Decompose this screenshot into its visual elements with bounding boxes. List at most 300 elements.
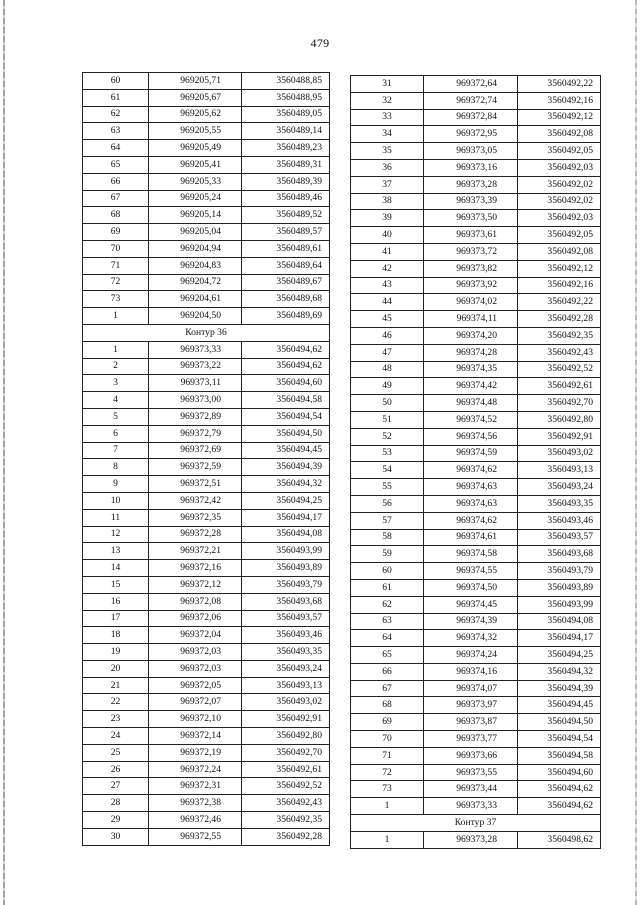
x-coordinate-cell: 969373,16 — [424, 159, 518, 176]
x-coordinate-cell: 969372,28 — [149, 526, 242, 543]
x-coordinate-cell: 969374,20 — [424, 327, 518, 344]
coordinate-row — [83, 408, 330, 425]
point-number-cell: 52 — [351, 428, 424, 445]
point-number-cell: 42 — [351, 260, 424, 277]
y-coordinate-cell: 3560492,43 — [518, 344, 601, 361]
point-number-cell: 47 — [351, 344, 424, 361]
y-coordinate-cell: 3560494,60 — [242, 375, 330, 392]
point-number-cell: 8 — [83, 459, 149, 476]
coordinate-row — [83, 89, 330, 106]
point-number-cell: 66 — [83, 173, 149, 190]
y-coordinate-cell: 3560489,64 — [242, 257, 330, 274]
coordinate-row — [351, 277, 601, 294]
x-coordinate-cell: 969205,67 — [149, 89, 242, 106]
y-coordinate-cell: 3560492,80 — [518, 411, 601, 428]
x-coordinate-cell: 969373,33 — [424, 798, 518, 815]
contour-label: Контур 36 — [83, 324, 330, 341]
y-coordinate-cell: 3560492,22 — [518, 294, 601, 311]
point-number-cell: 65 — [83, 156, 149, 173]
x-coordinate-cell: 969373,55 — [424, 764, 518, 781]
point-number-cell: 37 — [351, 176, 424, 193]
x-coordinate-cell: 969373,00 — [149, 392, 242, 409]
point-number-cell: 18 — [83, 627, 149, 644]
point-number-cell: 22 — [83, 694, 149, 711]
coordinate-row — [83, 744, 330, 761]
y-coordinate-cell: 3560489,46 — [242, 190, 330, 207]
point-number-cell: 1 — [351, 831, 424, 848]
x-coordinate-cell: 969205,33 — [149, 173, 242, 190]
x-coordinate-cell: 969374,62 — [424, 462, 518, 479]
x-coordinate-cell: 969372,16 — [149, 560, 242, 577]
point-number-cell: 73 — [351, 781, 424, 798]
x-coordinate-cell: 969372,08 — [149, 593, 242, 610]
contour-label: Контур 37 — [351, 815, 601, 832]
x-coordinate-cell: 969373,28 — [424, 176, 518, 193]
x-coordinate-cell: 969372,24 — [149, 761, 242, 778]
coordinate-row — [83, 660, 330, 677]
y-coordinate-cell: 3560492,22 — [518, 76, 601, 93]
x-coordinate-cell: 969374,58 — [424, 546, 518, 563]
coordinate-row — [351, 596, 601, 613]
coordinates-table-left-body — [83, 73, 330, 846]
coordinate-row — [83, 593, 330, 610]
point-number-cell: 30 — [83, 828, 149, 845]
y-coordinate-cell: 3560494,58 — [518, 747, 601, 764]
y-coordinate-cell: 3560493,24 — [242, 660, 330, 677]
x-coordinate-cell: 969372,31 — [149, 778, 242, 795]
page-number: 479 — [310, 36, 330, 50]
coordinate-row — [83, 509, 330, 526]
y-coordinate-cell: 3560489,69 — [242, 308, 330, 325]
point-number-cell: 63 — [83, 123, 149, 140]
y-coordinate-cell: 3560489,39 — [242, 173, 330, 190]
x-coordinate-cell: 969374,32 — [424, 630, 518, 647]
y-coordinate-cell: 3560489,68 — [242, 291, 330, 308]
y-coordinate-cell: 3560493,89 — [242, 560, 330, 577]
point-number-cell: 60 — [351, 563, 424, 580]
coordinate-row — [83, 224, 330, 241]
x-coordinate-cell: 969372,07 — [149, 694, 242, 711]
point-number-cell: 51 — [351, 411, 424, 428]
x-coordinate-cell: 969373,50 — [424, 210, 518, 227]
y-coordinate-cell: 3560494,54 — [518, 731, 601, 748]
coordinate-row — [351, 781, 601, 798]
point-number-cell: 3 — [83, 375, 149, 392]
y-coordinate-cell: 3560492,52 — [518, 361, 601, 378]
coordinate-row — [351, 462, 601, 479]
x-coordinate-cell: 969374,02 — [424, 294, 518, 311]
x-coordinate-cell: 969372,51 — [149, 476, 242, 493]
coordinate-row — [83, 442, 330, 459]
y-coordinate-cell: 3560493,35 — [242, 644, 330, 661]
point-number-cell: 56 — [351, 495, 424, 512]
coordinate-row — [83, 677, 330, 694]
y-coordinate-cell: 3560493,99 — [242, 543, 330, 560]
point-number-cell: 70 — [351, 731, 424, 748]
contour-header-row — [351, 815, 601, 832]
scan-edge-left — [3, 0, 5, 905]
coordinate-row — [83, 492, 330, 509]
point-number-cell: 44 — [351, 294, 424, 311]
x-coordinate-cell: 969205,14 — [149, 207, 242, 224]
y-coordinate-cell: 3560492,35 — [518, 327, 601, 344]
coordinate-row — [351, 109, 601, 126]
x-coordinate-cell: 969205,41 — [149, 156, 242, 173]
y-coordinate-cell: 3560494,62 — [242, 341, 330, 358]
point-number-cell: 48 — [351, 361, 424, 378]
x-coordinate-cell: 969372,04 — [149, 627, 242, 644]
coordinate-row — [83, 610, 330, 627]
y-coordinate-cell: 3560494,62 — [518, 781, 601, 798]
y-coordinate-cell: 3560494,45 — [242, 442, 330, 459]
y-coordinate-cell: 3560492,70 — [518, 395, 601, 412]
coordinate-row — [351, 563, 601, 580]
point-number-cell: 67 — [351, 680, 424, 697]
x-coordinate-cell: 969372,03 — [149, 660, 242, 677]
point-number-cell: 14 — [83, 560, 149, 577]
x-coordinate-cell: 969204,94 — [149, 240, 242, 257]
coordinate-row — [351, 126, 601, 143]
y-coordinate-cell: 3560493,13 — [242, 677, 330, 694]
coordinate-row — [83, 728, 330, 745]
coordinate-row — [351, 529, 601, 546]
y-coordinate-cell: 3560494,08 — [518, 613, 601, 630]
point-number-cell: 60 — [83, 73, 149, 90]
y-coordinate-cell: 3560493,89 — [518, 579, 601, 596]
coordinate-row — [351, 210, 601, 227]
point-number-cell: 70 — [83, 240, 149, 257]
coordinate-row — [351, 143, 601, 160]
point-number-cell: 69 — [351, 714, 424, 731]
y-coordinate-cell: 3560492,08 — [518, 243, 601, 260]
scan-edge-right — [635, 0, 637, 905]
coordinate-row — [351, 512, 601, 529]
x-coordinate-cell: 969205,04 — [149, 224, 242, 241]
point-number-cell: 64 — [351, 630, 424, 647]
y-coordinate-cell: 3560493,79 — [242, 576, 330, 593]
point-number-cell: 71 — [351, 747, 424, 764]
x-coordinate-cell: 969373,44 — [424, 781, 518, 798]
x-coordinate-cell: 969372,05 — [149, 677, 242, 694]
y-coordinate-cell: 3560489,61 — [242, 240, 330, 257]
coordinate-row — [83, 308, 330, 325]
y-coordinate-cell: 3560488,85 — [242, 73, 330, 90]
point-number-cell: 23 — [83, 711, 149, 728]
coordinate-row — [351, 714, 601, 731]
x-coordinate-cell: 969373,61 — [424, 227, 518, 244]
x-coordinate-cell: 969204,61 — [149, 291, 242, 308]
x-coordinate-cell: 969373,87 — [424, 714, 518, 731]
y-coordinate-cell: 3560494,39 — [518, 680, 601, 697]
x-coordinate-cell: 969372,95 — [424, 126, 518, 143]
y-coordinate-cell: 3560492,28 — [518, 311, 601, 328]
y-coordinate-cell: 3560494,32 — [242, 476, 330, 493]
coordinate-row — [351, 831, 601, 848]
coordinate-row — [351, 311, 601, 328]
y-coordinate-cell: 3560492,05 — [518, 227, 601, 244]
point-number-cell: 35 — [351, 143, 424, 160]
x-coordinate-cell: 969373,72 — [424, 243, 518, 260]
y-coordinate-cell: 3560489,23 — [242, 140, 330, 157]
point-number-cell: 64 — [83, 140, 149, 157]
x-coordinate-cell: 969372,06 — [149, 610, 242, 627]
x-coordinate-cell: 969373,28 — [424, 831, 518, 848]
x-coordinate-cell: 969205,49 — [149, 140, 242, 157]
y-coordinate-cell: 3560492,02 — [518, 176, 601, 193]
point-number-cell: 1 — [83, 341, 149, 358]
y-coordinate-cell: 3560492,80 — [242, 728, 330, 745]
coordinate-row — [351, 630, 601, 647]
coordinate-row — [83, 123, 330, 140]
point-number-cell: 33 — [351, 109, 424, 126]
coordinate-row — [83, 358, 330, 375]
x-coordinate-cell: 969374,07 — [424, 680, 518, 697]
point-number-cell: 49 — [351, 378, 424, 395]
coordinate-row — [351, 495, 601, 512]
coordinate-row — [83, 73, 330, 90]
point-number-cell: 29 — [83, 812, 149, 829]
x-coordinate-cell: 969372,21 — [149, 543, 242, 560]
coordinate-row — [351, 294, 601, 311]
y-coordinate-cell: 3560493,46 — [242, 627, 330, 644]
point-number-cell: 11 — [83, 509, 149, 526]
x-coordinate-cell: 969373,66 — [424, 747, 518, 764]
x-coordinate-cell: 969374,59 — [424, 445, 518, 462]
coordinate-row — [83, 190, 330, 207]
x-coordinate-cell: 969372,35 — [149, 509, 242, 526]
coordinate-row — [351, 445, 601, 462]
coordinate-row — [83, 257, 330, 274]
point-number-cell: 43 — [351, 277, 424, 294]
coordinate-row — [83, 274, 330, 291]
point-number-cell: 20 — [83, 660, 149, 677]
x-coordinate-cell: 969373,39 — [424, 193, 518, 210]
coordinate-row — [351, 76, 601, 93]
point-number-cell: 63 — [351, 613, 424, 630]
x-coordinate-cell: 969372,42 — [149, 492, 242, 509]
point-number-cell: 17 — [83, 610, 149, 627]
y-coordinate-cell: 3560494,58 — [242, 392, 330, 409]
coordinate-row — [351, 260, 601, 277]
point-number-cell: 19 — [83, 644, 149, 661]
y-coordinate-cell: 3560494,62 — [518, 798, 601, 815]
coordinate-row — [83, 459, 330, 476]
coordinate-row — [351, 344, 601, 361]
point-number-cell: 21 — [83, 677, 149, 694]
y-coordinate-cell: 3560492,08 — [518, 126, 601, 143]
point-number-cell: 55 — [351, 479, 424, 496]
y-coordinate-cell: 3560489,67 — [242, 274, 330, 291]
y-coordinate-cell: 3560489,52 — [242, 207, 330, 224]
x-coordinate-cell: 969205,55 — [149, 123, 242, 140]
coordinate-row — [83, 812, 330, 829]
coordinate-row — [83, 140, 330, 157]
point-number-cell: 5 — [83, 408, 149, 425]
y-coordinate-cell: 3560489,05 — [242, 106, 330, 123]
coordinate-row — [351, 479, 601, 496]
coordinates-table-right-body — [351, 76, 601, 849]
x-coordinate-cell: 969374,61 — [424, 529, 518, 546]
point-number-cell: 28 — [83, 795, 149, 812]
x-coordinate-cell: 969204,50 — [149, 308, 242, 325]
coordinate-row — [351, 579, 601, 596]
x-coordinate-cell: 969373,97 — [424, 697, 518, 714]
point-number-cell: 26 — [83, 761, 149, 778]
x-coordinate-cell: 969373,05 — [424, 143, 518, 160]
coordinate-row — [83, 576, 330, 593]
y-coordinate-cell: 3560493,02 — [242, 694, 330, 711]
y-coordinate-cell: 3560492,16 — [518, 92, 601, 109]
point-number-cell: 1 — [351, 798, 424, 815]
y-coordinate-cell: 3560493,68 — [518, 546, 601, 563]
x-coordinate-cell: 969372,38 — [149, 795, 242, 812]
x-coordinate-cell: 969204,72 — [149, 274, 242, 291]
y-coordinate-cell: 3560494,08 — [242, 526, 330, 543]
point-number-cell: 57 — [351, 512, 424, 529]
x-coordinate-cell: 969374,42 — [424, 378, 518, 395]
x-coordinate-cell: 969373,77 — [424, 731, 518, 748]
y-coordinate-cell: 3560494,25 — [518, 647, 601, 664]
point-number-cell: 71 — [83, 257, 149, 274]
x-coordinate-cell: 969372,19 — [149, 744, 242, 761]
coordinate-row — [351, 159, 601, 176]
coordinate-row — [351, 663, 601, 680]
coordinate-row — [351, 613, 601, 630]
coordinate-row — [83, 711, 330, 728]
point-number-cell: 9 — [83, 476, 149, 493]
y-coordinate-cell: 3560493,02 — [518, 445, 601, 462]
point-number-cell: 72 — [351, 764, 424, 781]
x-coordinate-cell: 969372,79 — [149, 425, 242, 442]
y-coordinate-cell: 3560494,60 — [518, 764, 601, 781]
point-number-cell: 46 — [351, 327, 424, 344]
point-number-cell: 31 — [351, 76, 424, 93]
point-number-cell: 40 — [351, 227, 424, 244]
y-coordinate-cell: 3560492,03 — [518, 159, 601, 176]
y-coordinate-cell: 3560493,13 — [518, 462, 601, 479]
y-coordinate-cell: 3560494,50 — [242, 425, 330, 442]
y-coordinate-cell: 3560493,24 — [518, 479, 601, 496]
point-number-cell: 24 — [83, 728, 149, 745]
point-number-cell: 15 — [83, 576, 149, 593]
point-number-cell: 54 — [351, 462, 424, 479]
y-coordinate-cell: 3560492,05 — [518, 143, 601, 160]
y-coordinate-cell: 3560492,43 — [242, 795, 330, 812]
coordinate-row — [351, 361, 601, 378]
coordinate-row — [83, 375, 330, 392]
x-coordinate-cell: 969372,59 — [149, 459, 242, 476]
x-coordinate-cell: 969374,24 — [424, 647, 518, 664]
point-number-cell: 66 — [351, 663, 424, 680]
point-number-cell: 39 — [351, 210, 424, 227]
point-number-cell: 45 — [351, 311, 424, 328]
point-number-cell: 2 — [83, 358, 149, 375]
y-coordinate-cell: 3560494,45 — [518, 697, 601, 714]
point-number-cell: 61 — [83, 89, 149, 106]
coordinate-row — [83, 761, 330, 778]
x-coordinate-cell: 969374,55 — [424, 563, 518, 580]
x-coordinate-cell: 969372,14 — [149, 728, 242, 745]
coordinate-row — [83, 627, 330, 644]
y-coordinate-cell: 3560494,25 — [242, 492, 330, 509]
coordinate-row — [83, 828, 330, 845]
coordinate-row — [83, 425, 330, 442]
y-coordinate-cell: 3560493,79 — [518, 563, 601, 580]
coordinate-row — [351, 243, 601, 260]
coordinate-row — [351, 747, 601, 764]
y-coordinate-cell: 3560494,39 — [242, 459, 330, 476]
x-coordinate-cell: 969374,39 — [424, 613, 518, 630]
x-coordinate-cell: 969374,62 — [424, 512, 518, 529]
y-coordinate-cell: 3560498,62 — [518, 831, 601, 848]
y-coordinate-cell: 3560492,03 — [518, 210, 601, 227]
point-number-cell: 59 — [351, 546, 424, 563]
coordinate-row — [83, 526, 330, 543]
x-coordinate-cell: 969374,16 — [424, 663, 518, 680]
coordinate-row — [351, 798, 601, 815]
point-number-cell: 12 — [83, 526, 149, 543]
coordinate-row — [83, 476, 330, 493]
x-coordinate-cell: 969373,92 — [424, 277, 518, 294]
x-coordinate-cell: 969204,83 — [149, 257, 242, 274]
y-coordinate-cell: 3560492,16 — [518, 277, 601, 294]
x-coordinate-cell: 969373,22 — [149, 358, 242, 375]
y-coordinate-cell: 3560493,68 — [242, 593, 330, 610]
x-coordinate-cell: 969374,50 — [424, 579, 518, 596]
point-number-cell: 50 — [351, 395, 424, 412]
y-coordinate-cell: 3560492,28 — [242, 828, 330, 845]
y-coordinate-cell: 3560494,54 — [242, 408, 330, 425]
x-coordinate-cell: 969205,24 — [149, 190, 242, 207]
point-number-cell: 72 — [83, 274, 149, 291]
point-number-cell: 68 — [83, 207, 149, 224]
y-coordinate-cell: 3560494,32 — [518, 663, 601, 680]
y-coordinate-cell: 3560492,12 — [518, 260, 601, 277]
coordinate-row — [83, 156, 330, 173]
point-number-cell: 13 — [83, 543, 149, 560]
y-coordinate-cell: 3560492,91 — [242, 711, 330, 728]
coordinate-row — [83, 778, 330, 795]
coordinate-row — [351, 395, 601, 412]
coordinate-row — [83, 795, 330, 812]
y-coordinate-cell: 3560492,52 — [242, 778, 330, 795]
point-number-cell: 38 — [351, 193, 424, 210]
x-coordinate-cell: 969374,63 — [424, 495, 518, 512]
point-number-cell: 61 — [351, 579, 424, 596]
point-number-cell: 16 — [83, 593, 149, 610]
y-coordinate-cell: 3560494,17 — [242, 509, 330, 526]
y-coordinate-cell: 3560492,12 — [518, 109, 601, 126]
coordinates-table-left — [82, 72, 330, 846]
coordinate-row — [351, 227, 601, 244]
y-coordinate-cell: 3560494,62 — [242, 358, 330, 375]
y-coordinate-cell: 3560492,02 — [518, 193, 601, 210]
x-coordinate-cell: 969372,55 — [149, 828, 242, 845]
x-coordinate-cell: 969373,82 — [424, 260, 518, 277]
y-coordinate-cell: 3560489,31 — [242, 156, 330, 173]
point-number-cell: 65 — [351, 647, 424, 664]
x-coordinate-cell: 969374,48 — [424, 395, 518, 412]
y-coordinate-cell: 3560488,95 — [242, 89, 330, 106]
x-coordinate-cell: 969372,12 — [149, 576, 242, 593]
coordinate-row — [351, 428, 601, 445]
y-coordinate-cell: 3560492,35 — [242, 812, 330, 829]
x-coordinate-cell: 969374,63 — [424, 479, 518, 496]
coordinate-row — [351, 680, 601, 697]
y-coordinate-cell: 3560493,46 — [518, 512, 601, 529]
y-coordinate-cell: 3560494,50 — [518, 714, 601, 731]
coordinate-row — [83, 694, 330, 711]
